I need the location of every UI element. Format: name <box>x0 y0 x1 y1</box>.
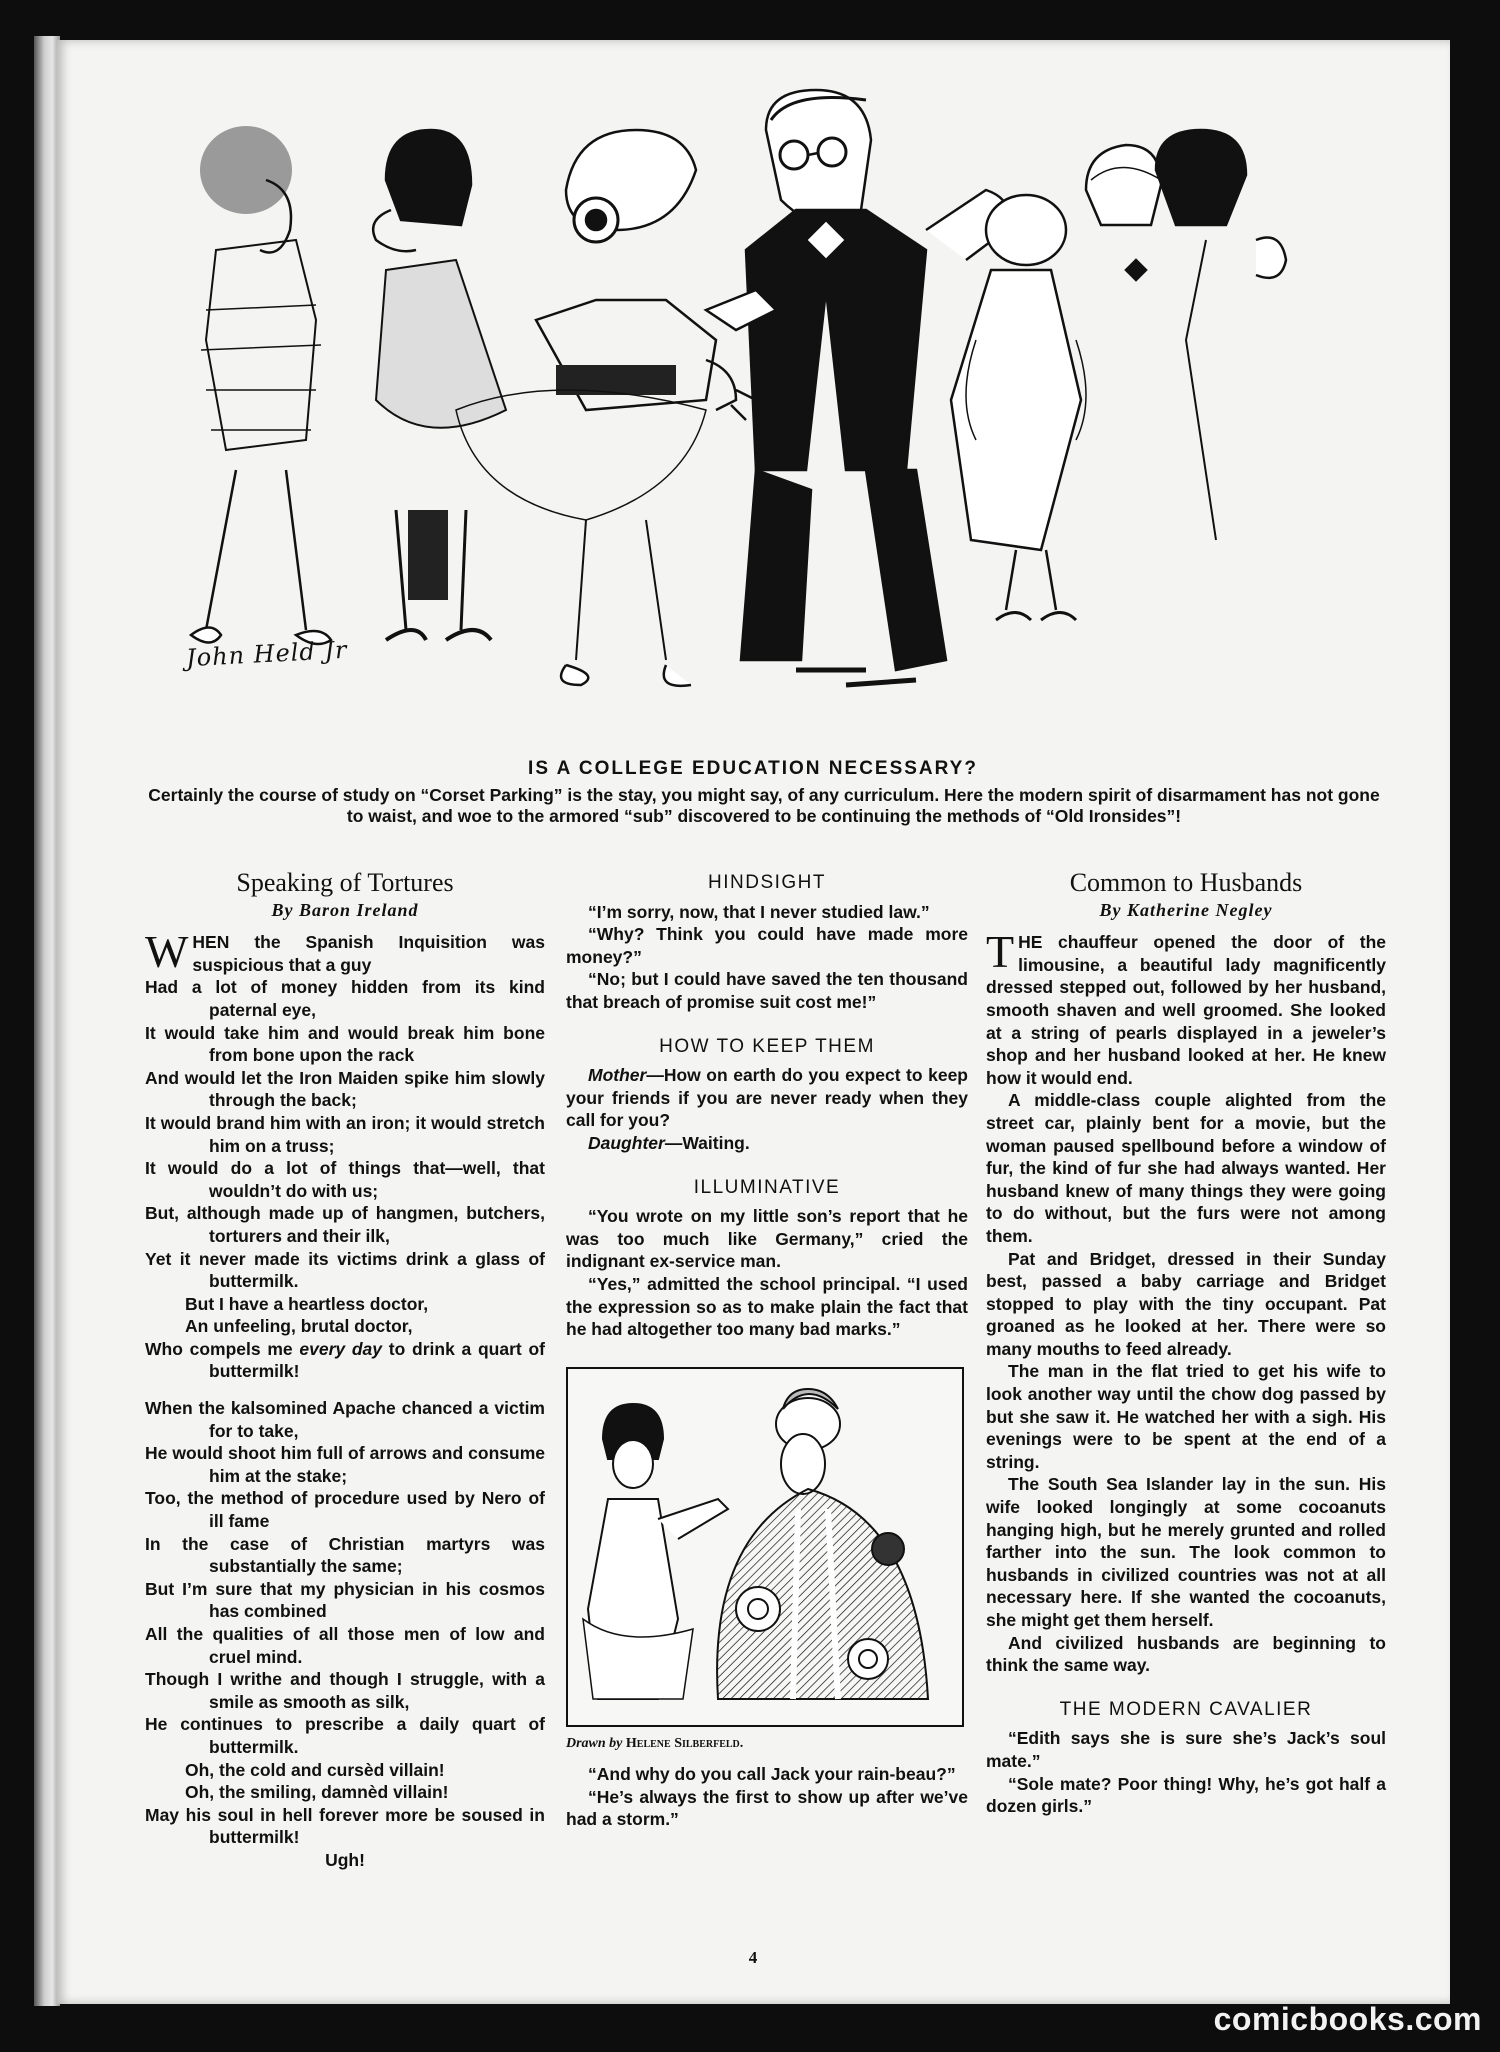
dialogue-line: “He’s always the first to show up after we’ve had a storm.” <box>566 1786 968 1830</box>
poem-line: It would brand him with an iron; it would stretch him on a truss; <box>145 1112 545 1156</box>
poem-refrain-line: Oh, the cold and cursèd villain! <box>185 1759 445 1780</box>
hindsight-heading: HINDSIGHT <box>708 872 826 893</box>
speaking-of-tortures-column <box>145 868 545 1872</box>
story-paragraph: The man in the flat tried to get his wife to look another way until the chow dog passed by but she saw it. He watched her with a sigh. His evenings were to be spent at the end of a string. <box>986 1361 1386 1472</box>
poem-first-line: HEN the Spanish Inquisition was suspicious that a guy <box>192 932 545 975</box>
dialogue-line <box>566 1064 968 1132</box>
story-paragraph: Pat and Bridget, dressed in their Sunday best, passed a baby carriage and Bridget stopped to play with the tiny occupant. Pat groaned as he looked at her. There were so many mouths to feed already. <box>986 1248 1386 1359</box>
figure-flapper-fringe <box>191 126 331 644</box>
poem-line: May his soul in hell forever more be soused in buttermilk! <box>145 1804 545 1848</box>
poem-line: It would do a lot of things that—well, that wouldn’t do with us; <box>145 1158 545 1201</box>
dialogue-line: “Sole mate? Poor thing! Why, he’s got half a dozen girls.” <box>986 1773 1386 1817</box>
how-to-keep-them-text <box>566 1064 968 1154</box>
poem-line <box>145 1338 545 1383</box>
common-to-husbands-column <box>986 868 1386 1818</box>
poem-emphasis: every day <box>299 1338 383 1359</box>
story-paragraph: The South Sea Islander lay in the sun. His wife looked longingly at some cocoanuts hanging high, but he merely grunted and rolled farther into the sun. The look common to husbands in civilized countries was not at all necessary here. If she wanted the cocoanuts, she might get them herself. <box>986 1474 1386 1630</box>
katherine-negley-byline: By Katherine Negley <box>1099 899 1273 920</box>
jokes-column <box>566 872 968 1831</box>
dialogue-line: “You wrote on my little son’s report that he was too much like Germany,” cried the indignant ex-service man. <box>566 1206 968 1272</box>
modern-cavalier-text <box>986 1727 1386 1817</box>
dialogue-line: “I’m sorry, now, that I never studied law.” <box>588 901 930 922</box>
poem-line: But, although made up of hangmen, butchers, torturers and their ilk, <box>145 1203 545 1246</box>
story-drop-cap: T <box>986 926 1015 978</box>
poem-line: All the qualities of all those men of low and cruel mind. <box>145 1624 545 1667</box>
common-to-husbands-title: Common to Husbands <box>1069 868 1303 897</box>
story-paragraph-text: HE chauffeur opened the door of the limousine, a beautiful lady magnificently dressed stepped out, followed by her husband, smooth shaven and well groomed. She looked at a string of pearls displayed in a jeweler’s shop and her husband looked at her. He knew how it would end. <box>986 932 1386 1088</box>
common-to-husbands-text <box>986 926 1386 1677</box>
figure-girl-back-view <box>951 195 1086 620</box>
poem-drop-cap: W <box>145 926 189 978</box>
dialogue-line: “No; but I could have saved the ten thousand that breach of promise suit cost me!” <box>566 969 968 1012</box>
site-watermark: comicbooks.com <box>1213 2001 1482 2037</box>
story-paragraph: A middle-class couple alighted from the street car, plainly bent for a movie, but the woman paused spellbound before a window of fur, the kind of fur she had always wanted. Her husband knew of many things they were going to do without, but the furs were not among them. <box>986 1090 1386 1246</box>
poem-line-part: to drink a quart of buttermilk! <box>209 1338 545 1382</box>
figure-bob-hair <box>373 130 506 640</box>
credit-prefix: Drawn by <box>566 1735 623 1751</box>
poem-line: When the kalsomined Apache chanced a victim for to take, <box>145 1398 545 1441</box>
poem-refrain-line: An unfeeling, brutal doctor, <box>185 1316 413 1337</box>
illuminative-heading: ILLUMINATIVE <box>693 1176 841 1198</box>
poem-line: Yet it never made its victims drink a glass of buttermilk. <box>145 1248 545 1292</box>
illuminative-text <box>566 1205 968 1341</box>
poem-line: Though I writhe and though I struggle, with a smile as smooth as silk, <box>145 1669 545 1712</box>
dialogue-line <box>566 1132 968 1155</box>
story-paragraph <box>986 926 1386 1089</box>
poem-line: It would take him and would break him bone from bone upon the rack <box>145 1022 545 1066</box>
poem-final-word: Ugh! <box>325 1849 365 1870</box>
tortures-poem <box>145 926 545 1871</box>
credit-artist-name: Helene Silberfeld. <box>625 1735 744 1751</box>
modern-cavalier-heading: THE MODERN CAVALIER <box>1059 1698 1313 1720</box>
poem-refrain-line: But I have a heartless doctor, <box>185 1293 429 1314</box>
speaking-of-tortures-title: Speaking of Tortures <box>236 868 454 897</box>
how-to-keep-them-heading: HOW TO KEEP THEM <box>659 1035 875 1057</box>
story-paragraph: And civilized husbands are beginning to think the same way. <box>986 1632 1386 1676</box>
dialogue-line: “And why do you call Jack your rain-beau?” <box>588 1764 956 1785</box>
poem-line: In the case of Christian martyrs was substantially the same; <box>145 1533 545 1577</box>
poem-refrain-line: Oh, the smiling, damnèd villain! <box>185 1782 449 1803</box>
poem-line: Had a lot of money hidden from its kind paternal eye, <box>145 977 545 1020</box>
magazine-page <box>56 40 1450 2004</box>
dialogue-text: —Waiting. <box>664 1132 750 1153</box>
cartoon-caption-text: Certainly the course of study on “Corset Parking” is the stay, you might say, of any curriculum. Here the modern spirit of disarmament has not gone to waist, and woe to the armored “sub” discovered to be continuing the methods of “Old Ironsides”! <box>148 785 1380 826</box>
page-number: 4 <box>748 1948 758 1967</box>
speaker-label: Mother <box>588 1065 647 1086</box>
two-women-illustration <box>566 1367 964 1727</box>
poem-line: Too, the method of procedure used by Nero of ill fame <box>145 1488 545 1532</box>
figure-couple-background <box>1086 130 1286 540</box>
poem-line-part: Who compels me <box>145 1338 300 1359</box>
dialogue-line: “Edith says she is sure she’s Jack’s soul mate.” <box>986 1728 1386 1771</box>
speaker-label: Daughter <box>588 1132 665 1153</box>
rain-beau-text <box>566 1763 968 1831</box>
illustration-credit <box>566 1733 968 1756</box>
cartoon-caption-title: IS A COLLEGE EDUCATION NECESSARY? <box>528 758 978 779</box>
poem-line: He would shoot him full of arrows and consume him at the stake; <box>145 1443 545 1486</box>
cartoon-signature: John Held Jr <box>185 635 349 673</box>
poem-line: He continues to prescribe a daily quart of buttermilk. <box>145 1714 545 1757</box>
poem-line: But I’m sure that my physician in his cosmos has combined <box>145 1578 545 1622</box>
hindsight-text <box>566 901 968 1014</box>
poem-line: And would let the Iron Maiden spike him slowly through the back; <box>145 1067 545 1111</box>
two-women-drawing <box>568 1369 962 1725</box>
baron-ireland-byline: By Baron Ireland <box>271 899 419 920</box>
dialogue-line: “Yes,” admitted the school principal. “I used the expression so as to make plain the fact that he had altogether too many bad marks.” <box>566 1273 968 1340</box>
dialogue-line: “Why? Think you could have made more money?” <box>566 924 968 967</box>
dialogue-text: —How on earth do you expect to keep your friends if you are never ready when they call for you? <box>566 1065 968 1131</box>
